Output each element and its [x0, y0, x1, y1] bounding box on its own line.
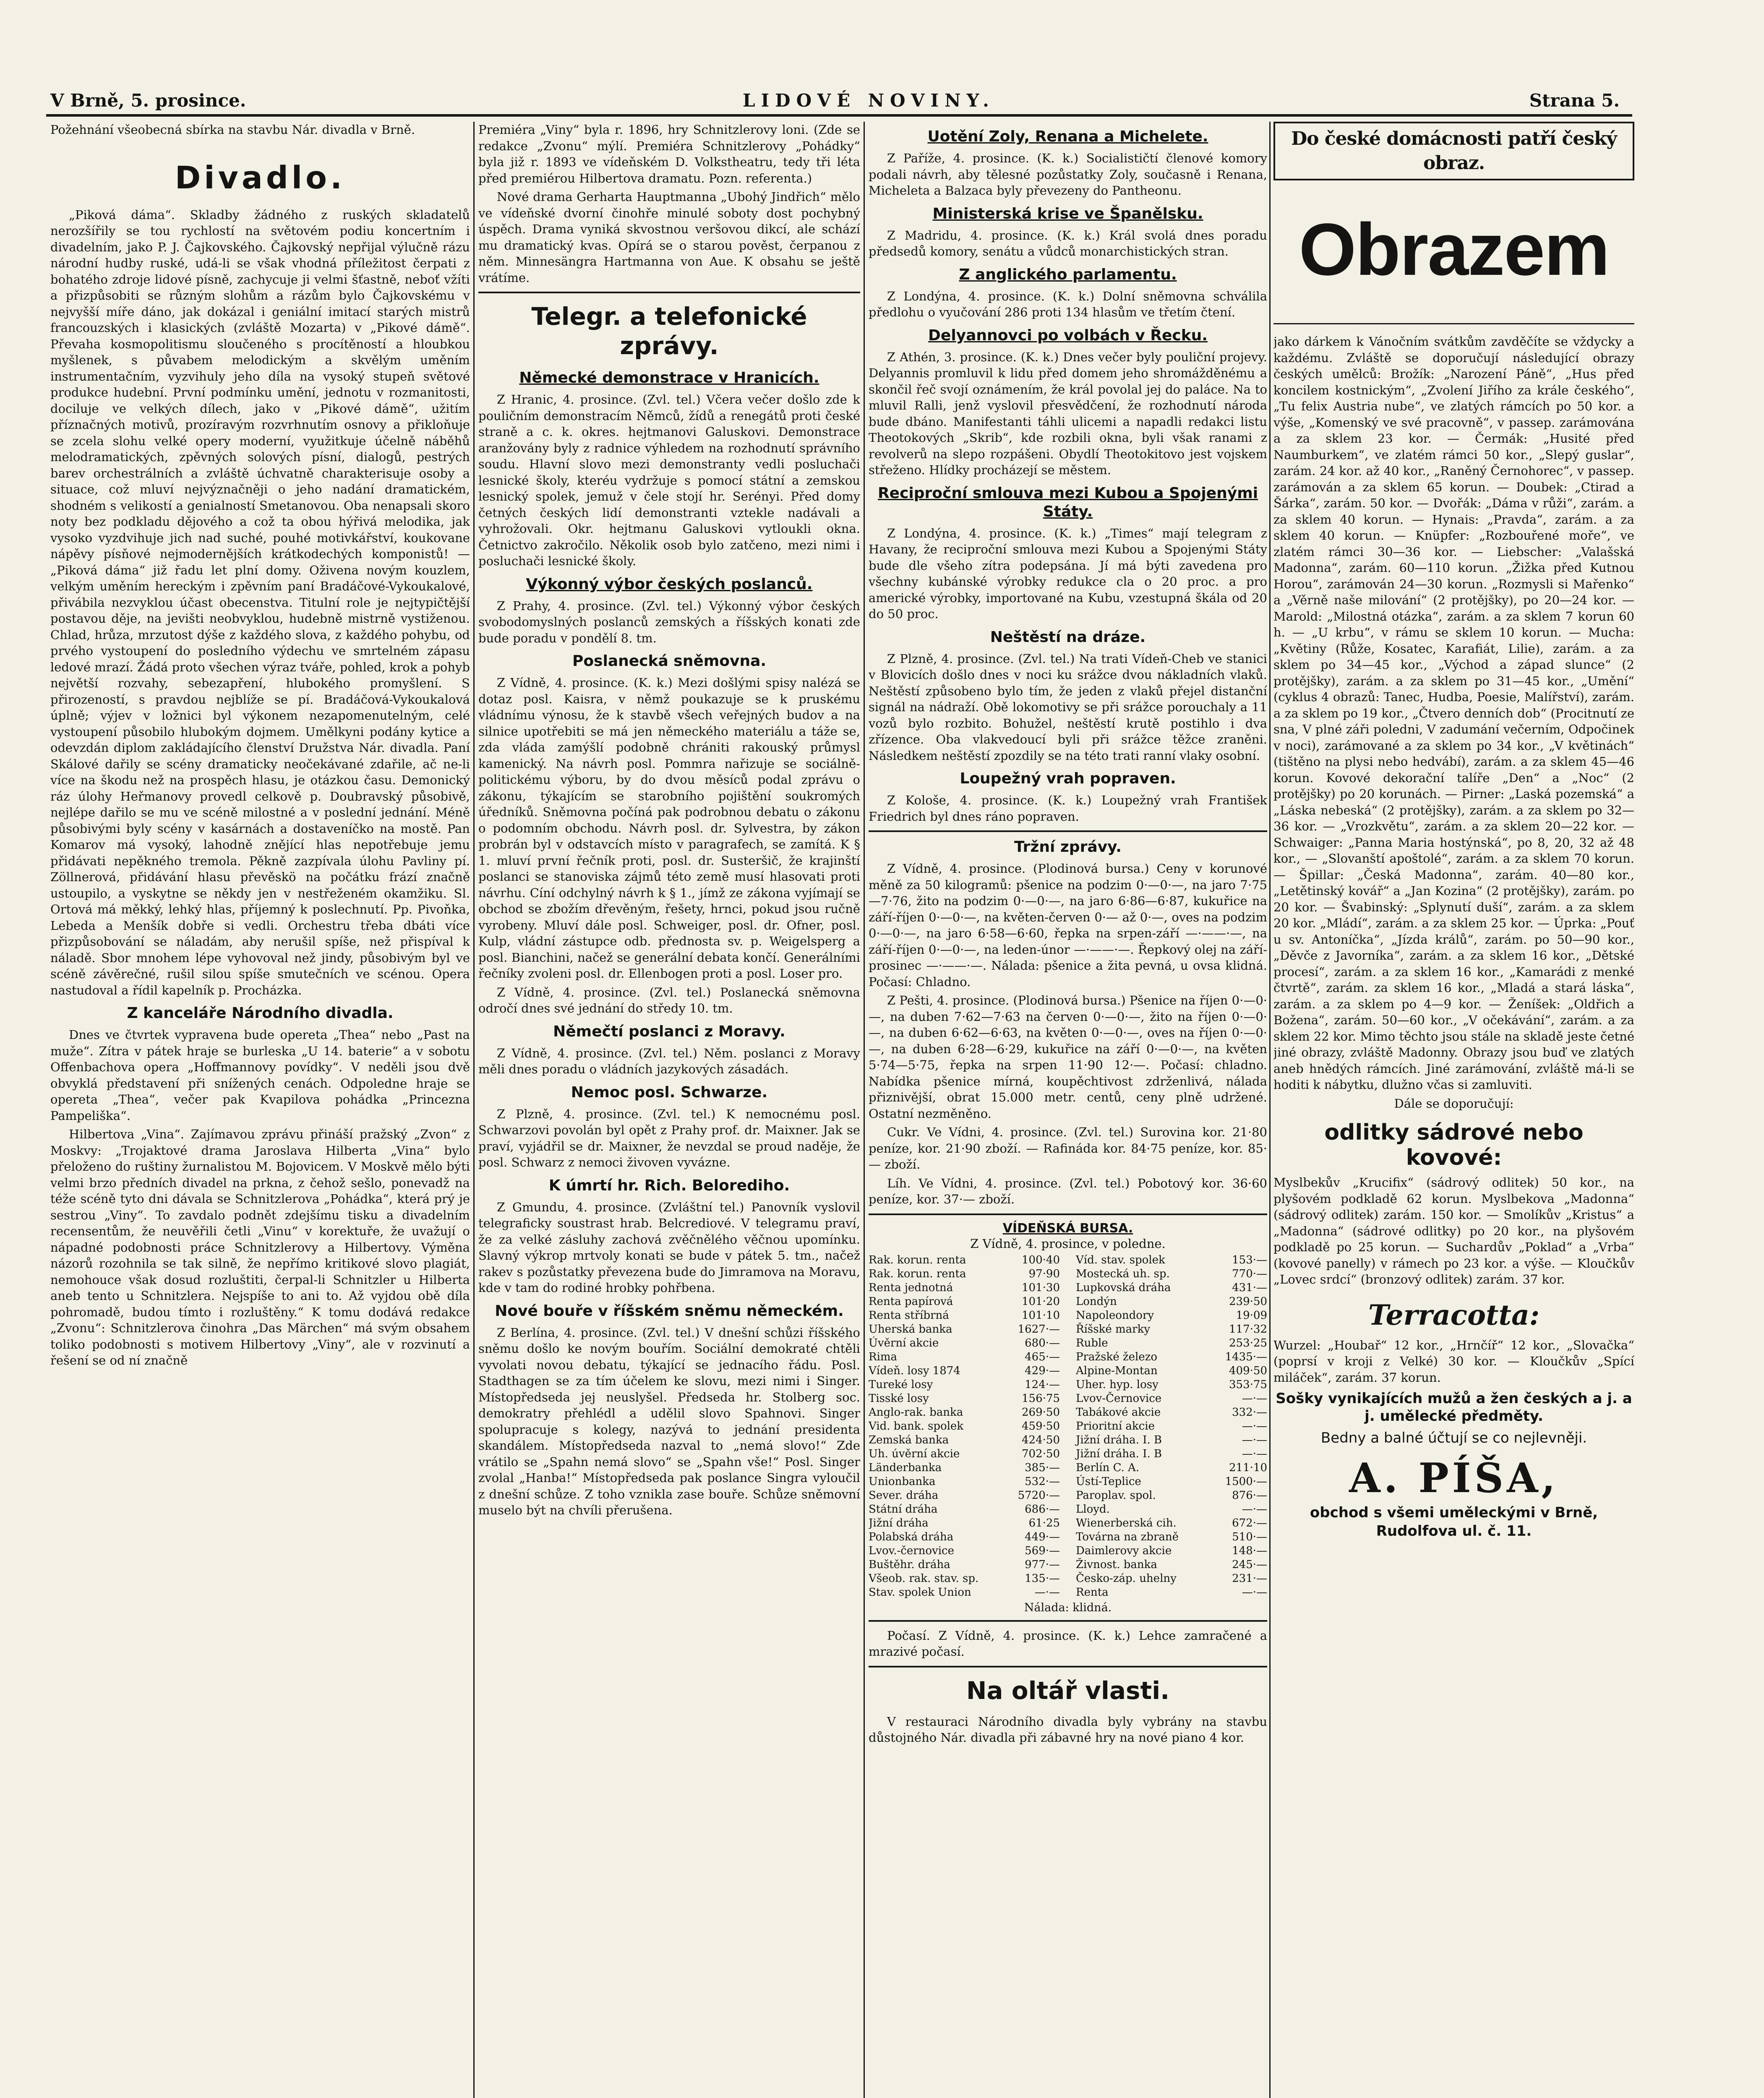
section-heading: Reciproční smlouva mezi Kubou a Spojenými Státy.: [877, 484, 1258, 520]
bursa-item-value: —·—: [1242, 1586, 1267, 1599]
section-heading: Němečtí poslanci z Moravy.: [553, 1023, 785, 1040]
bursa-item-value: 101·10: [1022, 1309, 1060, 1322]
bursa-item-value: —·—: [1242, 1503, 1267, 1516]
bursa-row: [1076, 1544, 1267, 1558]
bursa-item-name: Česko-záp. uhelny: [1076, 1572, 1177, 1585]
bursa-item-value: 465·—: [1025, 1350, 1060, 1363]
bursa-row: [1076, 1489, 1267, 1503]
bursa-item-name: Stav. spolek Union: [869, 1586, 971, 1599]
section-heading: K úmrtí hr. Rich. Belorediho.: [548, 1177, 790, 1194]
bursa-item-value: 153·—: [1232, 1253, 1267, 1266]
bursa-row: [869, 1364, 1060, 1378]
bursa-row: [869, 1350, 1060, 1364]
bursa-row: [869, 1378, 1060, 1392]
bursa-item-value: 876·—: [1232, 1489, 1267, 1502]
bursa-item-value: —·—: [1242, 1420, 1267, 1433]
bursa-item-value: —·—: [1242, 1447, 1267, 1460]
bursa-item-value: 672·—: [1232, 1516, 1267, 1529]
article-paragraph: Z Paříže, 4. prosince. (K. k.) Socialističtí členové komory podali návrh, aby tělesné pozůstatky Zoly, současně i Renana, Micheleta a Balzaca byly převezeny do Pantheonu.: [869, 151, 1267, 198]
section-heading: Z anglického parlamentu.: [959, 266, 1177, 283]
column-divider: [473, 122, 475, 2098]
bursa-row: [869, 1558, 1060, 1572]
column-advertisement: [1273, 122, 1634, 2098]
bursa-item-value: 569·—: [1025, 1544, 1060, 1557]
bursa-row: [1076, 1433, 1267, 1447]
weather-paragraph: Počasí. Z Vídně, 4. prosince. (K. k.) Lehce zamračené a mrazivé počasí.: [869, 1628, 1267, 1659]
bursa-item-value: 124·—: [1025, 1378, 1060, 1391]
bursa-item-value: 156·75: [1022, 1392, 1060, 1405]
ad-company-name: A. PÍŠA,: [1349, 1454, 1559, 1502]
bursa-item-value: 686·—: [1025, 1503, 1060, 1516]
bursa-item-name: Polabská dráha: [869, 1530, 954, 1543]
article-paragraph: Z Vídně, 4. prosince. (Zvl. tel.) Něm. poslanci z Moravy měli dnes poradu o vládních jazykových zásadách.: [478, 1046, 860, 1076]
article-paragraph: V restauraci Národního divadla byly vybrány na stavbu důstojného Nár. divadla při zábavné hry na nové piano 4 kor.: [869, 1714, 1267, 1745]
bursa-row: [869, 1336, 1060, 1350]
article-paragraph: Z Berlína, 4. prosince. (Zvl. tel.) V dnešní schůzi říšského sněmu došlo ke novým bouřím. Sociální demokraté chtěli vyvolati novou debatu, týkající se jednacího řádu. Posl. Stadthagen se za tím účelem ke slovu, mezi nimi i Singer. Místopředseda jej neuslyšel. Předseda hr. Stolberg soc. demokratry přehlédl a udělil slovo Spahnovi. Singer spolupracuje s kolegy, nazývá to jednání presidenta skandálem. Místopředseda nazval to „nemá slovo!“ Zde vrátilo se „Spahn nemá slovo“ se „Spahn vše!“ Posl. Singer zvolal „Hanba!“ Místopředseda pak poslance Singra vyloučil z dnešní schůze. Z toho vznikla zase bouře. Schůze sněmovní muselo být na chvíli přerušena.: [478, 1325, 860, 1517]
bursa-row: [1076, 1309, 1267, 1323]
bursa-item-value: 1500·—: [1225, 1475, 1267, 1488]
article-paragraph: Z Vídně, 4. prosince. (K. k.) Mezi došlými spisy nalézá se dotaz posl. Kaisra, v němž poukazuje se k pruskému vládnímu výnosu, že k stavbě všech veřejných budov a na silnice upotřebiti se má jen německého materiálu a táže se, zda vláda zamýšlí podobně chrániti rakouský průmysl kamenický. Na návrh posl. Pommra nařizuje se sociálně-politickému výboru, by do dvou měsíců podal zprávu o zákonu, týkajícím se starobního pojištění soukromých úředníků. Sněmovna počíná pak podrobnou debatu o zákonu o podomním obchodu. Návrh posl. dr. Sylvestra, by zákon probrán byl v odstavcích místo v paragrafech, se zamítá. K § 1. mluví první řečník proti, posl. dr. Susteršič, že krajinští poslanci se stanoviska zájmů této země musí hlasovati proti návrhu. Cíní odchylný návrh k § 1., jímž ze zákona vyjímají se obchod se zbožím dřevěným, řešety, hrnci, pokud jsou ručně vyrobeny. Mluví dále posl. Schweiger, posl. dr. Ofner, posl. Kulp, vládní zástupce odb. přednosta sv. p. Weigelsperg a posl. Bianchini, načež se generální debata končí. Generálními řečníky zvoleni posl. dr. Ellenbogen proti a posl. Loser pro.: [478, 676, 860, 981]
bursa-item-name: Lvov-Černovice: [1076, 1392, 1162, 1405]
bursa-row: [1076, 1406, 1267, 1420]
bursa-item-name: Buštěhr. dráha: [869, 1558, 950, 1571]
market-paragraph: Líh. Ve Vídni, 4. prosince. (Zvl. tel.) Pobotový kor. 36·60 peníze, kor. 37·— zboží.: [869, 1176, 1267, 1206]
bursa-item-value: 332·—: [1232, 1406, 1267, 1419]
bursa-item-value: 239·50: [1229, 1295, 1267, 1308]
bursa-item-name: Úvěrní akcie: [869, 1336, 939, 1349]
article-paragraph: Z Prahy, 4. prosince. (Zvl. tel.) Výkonný výbor českých svobodomyslných poslanců zemských a říšských konati zde bude poradu v pondělí 8. tm.: [478, 598, 860, 645]
bursa-item-name: Renta papírová: [869, 1295, 953, 1308]
bursa-item-value: 19·09: [1236, 1309, 1267, 1322]
bursa-item-name: Tureké losy: [869, 1378, 933, 1391]
bursa-row: [869, 1544, 1060, 1558]
bursa-item-value: 253·25: [1229, 1336, 1267, 1349]
section-heading: Německé demonstrace v Hranicích.: [519, 369, 819, 386]
bursa-row: [1076, 1392, 1267, 1406]
bursa-item-name: Renta jednotná: [869, 1281, 953, 1294]
bursa-item-value: 269·50: [1022, 1406, 1060, 1419]
section-heading-market: Tržní zprávy.: [1014, 838, 1122, 856]
bursa-row: [869, 1295, 1060, 1309]
bursa-row: [869, 1433, 1060, 1447]
bursa-item-name: Renta stříbrná: [869, 1309, 949, 1322]
ad-paragraph: jako dárkem k Vánočním svátkům zavděčíte se vždycky a každému. Zvláště se doporučují následující obrazy českých umělců: Brožík: „Narození Páně“, „Hus před koncilem kostnickým“, „Zvolení Jiřího za krále českého“, „Tu felix Austria nube“, ve zlatých rámcích po 50 kor. a výše, „Komenský ve své pracovně“, v passep. zarámována a za sklem 23 kor. — Čermák: „Husité před Naumburkem“, ve zlatém rámci 50 kor., „Slepý guslar“, zarám. 24 kor. až 40 kor., „Raněný Černohorec“, v passep. zarámován a za sklem 65 korun. — Doubek: „Ctirad a Šárka“, zarám. 50 kor. — Dvořák: „Dáma v růži“, zarám. a za sklem 40 korun. — Hynais: „Pravda“, zarám. a za sklem 40 korun. — Knüpfer: „Rozbouřené moře“, ve zlatém rámci 30—36 kor. — Liebscher: „Valašská Madonna“, zarám. 60—110 korun. „Žižka před Kutnou Horou“, zarámován 24—30 korun. „Rozmysli si Mařenko“ a „Věrně naše milování“ (2 protějšky), po 20—24 kor. — Marold: „Milostná otázka“, zarám. a za sklem 7 korun 60 h. — „U krbu“, v rámu se sklem 10 korun. — Mucha: „Květiny (Růže, Kosatec, Karafiát, Lilie), zarám. a za sklem po 34—45 kor., „Východ a západ slunce“ (2 protějšky), zarám. a za sklem po 31—45 kor., „Umění“ (cyklus 4 obrazů: Tanec, Hudba, Poesie, Malířství), zarám. a za sklem po 19 kor., „Čtvero denních dob“ (Procitnutí ze sna, V plné záři poledni, V zadumání večerním, Odpočinek v noci), zarámované a za sklem po 34 kor., „V květinách“ (tištěno na plysi nebo hedvábí), zarám. a za sklem 45—46 korun. Kovové dekorační talíře „Den“ a „Noc“ (2 protějšky) po 20 korunách. — Pirner: „Laská pozemská“ a „Láska nebeská“ (2 protějšky), zarám. a za sklem po 32—36 kor. — „Vrozkvětu“, zarám. a za sklem 20—22 kor. — Schwaiger: „Panna Maria hostýnská“, po 8, 20, 32 až 48 kor., — „Slovanští apoštolé“, zarám. a za sklem 70 korun. — Špillar: „Česká Madonna“, zarám. 40—80 kor., „Letětinský kovář“ a „Jan Kozina“ (2 protějšky), zarám. po 20 kor. — Švabinský: „Splynutí duší“, zarám. a za sklem 20 kor. „Mládí“, zarám. a za sklem 25 kor. — Úprka: „Pouť u sv. Antoníčka“, „Jízda králů“, zarám. po 50—90 kor., „Děvče z Javorníka“, zarám. a za sklem 16 kor., „Dětské procesí“, zarám. a za sklem 16 kor., „Kamarádi z menké čtvrtě“, zarám. za sklem 16 kor., „Mladá a stará láska“, zarám. a za sklem po 4—9 kor. — Ženíšek: „Oldřich a Božena“, zarám. 50—60 kor., „V očekávání“, zarám. a za sklem 22 kor. Mimo těchto jsou stále na skladě jeste četné jiné obrazy, zvláště Madonny. Obrazy jsou buď ve zlatých aneb hnědých rámcích. Jiné zarámování, zvláště má-li se hoditi k nábytku, dlužno včas si zamluviti.: [1273, 334, 1634, 1092]
bursa-item-name: Lvov.-černovice: [869, 1544, 954, 1557]
market-paragraph: Z Vídně, 4. prosince. (Plodinová bursa.) Ceny v korunové měně za 50 kilogramů: pšenice na podzim 0·—0·—, na jaro 7·75—7·76, žito na podzim 0·—0·—, na jaro 6·86—6·87, kukuřice na září-říjen 0·—0·—, na květen-červen 0·— až 0·—, oves na podzim 0·—0·—, na jaro 6·58—6·60, řepka na srpen-září —·——·—, na září-říjen 0·—0·—, na leden-únor —·——·—. Řepkový olej na září-prosinec —·——·—. Nálada: pšenice a žita pevná, u ovsa klidná. Počasí: Chladno.: [869, 861, 1267, 989]
bursa-row: [869, 1267, 1060, 1281]
section-title-oltar: Na oltář vlasti.: [966, 1676, 1170, 1705]
bursa-item-name: Renta: [1076, 1586, 1109, 1599]
bursa-item-name: Mostecká uh. sp.: [1076, 1267, 1170, 1280]
section-title-divadlo: Divadlo.: [175, 159, 346, 196]
bursa-row: [1076, 1503, 1267, 1516]
bursa-item-value: 135·—: [1025, 1572, 1060, 1585]
section-heading: Poslanecká sněmovna.: [572, 652, 767, 670]
section-heading: Neštěstí na dráze.: [990, 628, 1146, 646]
bursa-item-value: 61·25: [1028, 1516, 1060, 1529]
ad-line: Bedny a balné účtují se co nejlevněji.: [1320, 1430, 1587, 1446]
bursa-row: [1076, 1364, 1267, 1378]
bursa-row: [1076, 1253, 1267, 1267]
bursa-mood: Nálada: klidná.: [1024, 1601, 1112, 1614]
bursa-row: [869, 1461, 1060, 1475]
bursa-item-name: Rak. korun. renta: [869, 1253, 966, 1266]
article-paragraph: Z Londýna, 4. prosince. (K. k.) „Times“ mají telegram z Havany, že reciproční smlouva mezi Kubou a Spojenými Státy bude dle všeho zítra podepsána. Jí má býti zavedena pro všechny kubánské výrobky redukce cla o 20 proc. a pro americké výrobky, importované na Kubu, vzestupná škála od 20 do 50 proc.: [869, 526, 1267, 621]
ad-subheading: Terracotta:: [1368, 1298, 1540, 1331]
divider: [869, 1620, 1267, 1622]
bursa-item-value: 702·50: [1022, 1447, 1060, 1460]
bursa-row: [869, 1516, 1060, 1530]
bursa-item-value: 1627·—: [1018, 1323, 1060, 1336]
bursa-item-name: Länderbanka: [869, 1461, 942, 1474]
divider: [478, 292, 860, 293]
bursa-item-name: Jižní dráha. I. B: [1076, 1447, 1162, 1460]
bursa-row: [869, 1323, 1060, 1336]
market-paragraph: Z Pešti, 4. prosince. (Plodinová bursa.) Pšenice na říjen 0·—0·—, na duben 7·62—7·63 na červen 0·—0·—, žito na říjen 0·—0·—, na duben 6·62—6·63, na květen 0·—0·—, oves na říjen 0·—0·—, na duben 6·28—6·29, kukuřice na září 0·—0·—, na květen 5·74—5·75, řepka na srpen 11·90 12·—. Počasí: chladno. Nabídka pšenice mírná, koupěchtivost zdrženlivá, nálada přiznivější, obrat 15.000 metr. centů, ceny plně udržené. Ostatní nezměněno.: [869, 993, 1267, 1121]
masthead: [46, 90, 1624, 115]
masthead-date: V Brně, 5. prosince.: [50, 90, 246, 111]
bursa-title: VÍDEŇSKÁ BURSA.: [1002, 1221, 1133, 1236]
bursa-item-value: 5720·—: [1018, 1489, 1060, 1502]
bursa-row: [869, 1489, 1060, 1503]
bursa-item-name: Tabákové akcie: [1076, 1406, 1161, 1419]
bursa-item-value: 977·—: [1025, 1558, 1060, 1571]
bursa-item-name: Wienerberská cih.: [1076, 1516, 1177, 1529]
article-paragraph: Z Madridu, 4. prosince. (K. k.) Král svolá dnes poradu předsedů komory, senátu a vůdců monarchistických stran.: [869, 228, 1267, 258]
bursa-item-value: 510·—: [1232, 1530, 1267, 1543]
bursa-item-name: Zemská banka: [869, 1433, 949, 1446]
ad-headline: Do české domácnosti patří český obraz.: [1273, 122, 1634, 180]
bursa-subtitle: Z Vídně, 4. prosince, v poledne.: [970, 1236, 1166, 1251]
divider: [1273, 323, 1634, 324]
bursa-row: [1076, 1461, 1267, 1475]
column-news: [478, 122, 860, 2098]
bursa-column-left: [869, 1253, 1060, 1600]
ad-title: Obrazem: [1299, 209, 1609, 291]
masthead-rule: [46, 114, 1632, 117]
bursa-item-value: 211·10: [1229, 1461, 1267, 1474]
bursa-item-name: Lloyd.: [1076, 1503, 1110, 1516]
bursa-item-name: Paroplav. spol.: [1076, 1489, 1156, 1502]
article-paragraph: Z Hranic, 4. prosince. (Zvl. tel.) Včera večer došlo zde k pouličním demonstracím Němců, žídů a renegátů proti české straně a c. k. okres. hejtmanovi Galuskovi. Demonstrace aranžovány byly z radnice výhledem na rozhodnutí správního soudu. Hlavní slovo mezi demonstranty vedli posluchači lesnické školy, kteréu vydržuje s pomocí státní a zemskou lesnický spolek, jemuž v čele stojí hr. Serényi. Před domy četných českých lidí demonstranti vztekle nadávali a vyhrožovali. Okr. hejtmanu Galuskovi vytloukli okna. Četnictvo zakročilo. Několik osob bylo zatčeno, mezi nimi i posluchači lesnické školy.: [478, 392, 860, 568]
bursa-row: [1076, 1295, 1267, 1309]
market-paragraph: Cukr. Ve Vídni, 4. prosince. (Zvl. tel.) Surovina kor. 21·80 peníze, kor. 21·90 zboží. — Rafináda kor. 84·75 peníze, kor. 85·— zboží.: [869, 1125, 1267, 1172]
divider: [869, 1213, 1267, 1215]
bursa-item-name: Všeob. rak. stav. sp.: [869, 1572, 979, 1585]
bursa-item-name: Daimlerovy akcie: [1076, 1544, 1172, 1557]
article-paragraph: Dnes ve čtvrtek vypravena bude opereta „Thea“ nebo „Past na muže“. Zítra v pátek hraje se burleska „U 14. baterie“ a v sobotu Offenbachova opera „Hoffmannovy povídky“. V neděli jsou dvě obvyklá představení při snížených cenách. Odpoledne hraje se opereta „Thea“, večer pak Kvapilova pohádka „Princezna Pampeliška“.: [50, 1028, 470, 1123]
article-paragraph: Z Plzně, 4. prosince. (Zvl. tel.) Na trati Vídeň-Cheb ve stanici v Blovicích došlo dnes v noci ku srážce dvou nákladních vlaků. Neštěstí způsobeno bylo tím, že jeden z vlaků přejel distanční signál na nádraží. Obě lokomotivy se při srážce porouchaly a 11 vozů bylo rozbito. Bohužel, neštěstí krutě postihlo i dva zřízence. Oba vlakvedoucí byli při srážce těžce zraněni. Následkem neštěstí zpozdily se na této trati ranní vlaky osobní.: [869, 651, 1267, 763]
bursa-row: [1076, 1281, 1267, 1295]
bursa-row: [869, 1309, 1060, 1323]
bursa-item-name: Unionbanka: [869, 1475, 936, 1488]
section-heading: Loupežný vrah popraven.: [960, 770, 1176, 787]
bursa-item-name: Alpine-Montan: [1076, 1364, 1158, 1377]
bursa-row: [1076, 1420, 1267, 1433]
bursa-item-name: Jižní dráha: [869, 1516, 929, 1529]
bursa-row: [1076, 1350, 1267, 1364]
bursa-table: [869, 1253, 1267, 1600]
bursa-row: [869, 1420, 1060, 1433]
bursa-item-name: Berlín C. A.: [1076, 1461, 1140, 1474]
ad-paragraph: Wurzel: „Houbař“ 12 kor., „Hrnčíř“ 12 kor., „Slovačka“ (poprsí v kroji z Velké) 30 kor. — Kloučkův „Spící miláček“, zarám. 37 korun.: [1273, 1338, 1634, 1385]
bursa-row: [1076, 1475, 1267, 1489]
article-paragraph: Z Gmundu, 4. prosince. (Zvláštní tel.) Panovník vyslovil telegraficky soustrast hrab. Belcrediové. V telegramu praví, že za velké zásluhy zachová zvěčnělého věčnou upomínku. Slavný výkrop mrtvoly konati se bude v pátek 5. tm., načež rakev s pozůstatky převezena bude do Jimramova na Moravu, kde v tam do rodiné hrobky pohřbena.: [478, 1200, 860, 1295]
bursa-item-value: —·—: [1242, 1433, 1267, 1446]
bursa-item-name: Ruble: [1076, 1336, 1108, 1349]
bursa-item-name: Uh. úvěrní akcie: [869, 1447, 960, 1460]
bursa-item-value: 449·—: [1025, 1530, 1060, 1543]
bursa-item-value: 245·—: [1232, 1558, 1267, 1571]
bursa-row: [869, 1586, 1060, 1600]
section-title-telegrams: Telegr. a telefonické zprávy.: [531, 302, 807, 360]
article-paragraph: Z Londýna, 4. prosince. (K. k.) Dolní sněmovna schválila předlohu o vyučování 286 proti 134 hlasům ve třetím čtení.: [869, 289, 1267, 319]
ad-paragraph: Myslbekův „Krucifix“ (sádrový odlitek) 50 kor., na plyšovém podkladě 62 korun. Myslbekova „Madonna“ (sádrový odlitek) zarám. 150 kor. — Smolíkův „Kristus“ a „Madonna“ (sádrové odlitky) po 20 kor., na plyšovém podkladě po 25 korun. — Suchardův „Poklad“ a „Vrba“ (kovové panelly) v rámech po 23 kor. a výše. — Kloučkův „Lovec srdcí“ (bronzový odlitek) zarám. 37 kor.: [1273, 1175, 1634, 1286]
ad-subheading: odlitky sádrové nebo kovové:: [1324, 1120, 1584, 1170]
bursa-item-name: Vid. bank. spolek: [869, 1420, 964, 1433]
section-heading: Z kanceláře Národního divadla.: [127, 1005, 394, 1022]
ad-paragraph: Dále se doporučují:: [1394, 1096, 1514, 1111]
article-paragraph: „Piková dáma“. Skladby žádného z ruských skladatelů nerozšířily se tou rychlostí na světovém podiu koncertním i divadelním, jako P. J. Čajkovského. Čajkovský nepřijal výlučně rázu národní hudby ruské, udá-li se však vhodná příležitost čerpati z bohatého zdroje lidové písně, zachycuje ji velmi šťastně, neboť vžíti a přizpůsobiti se různým slohům a rázům bylo Čajkovskému v nejvyšší míře dáno, jak dokázal i geniální imitací starých mistrů francouzských i klasických (zvláště Mozarta) v „Pikové dámě“. Převaha kosmopolitismu sloučeného s procítěností a hloubkou myšlenek, s půvabem melodickým a skvělým uměním instrumentačním, vyzvihuly jeho díla na vysoký stupeň světové produkce hudební. První podmínku umění, jednotu v rozmanitosti, dociluje ve velkých dílech, jako v „Pikové dámě“, užitím příznačných motivů, prozíravým rozvrhnutím osnovy a přikloňuje se zcela slohu velké opery moderní, využitkuje účelně náběhů melodramatických, zpěvných solových písní, dialogů, pestrých barev orchestrálních a zvláště úchvatně charakterisuje osoby a situace, což mluví nejvýznačněji o jeho nadání dramatickém, shodném s velikostí a genialností Smetanovou. Oba nenapsali skoro noty bez podkladu dějového a což ta obou hýřivá melodika, jak vysoko vyzdvihuje jich nad suché, pouhé motivkářství, koukovane nápěvy písňové nejmodernějších krátkodechých komponistů! — „Piková dáma“ již řadu let plní domy. Oživena novým kouzlem, velkým uměním hereckým i zpěvním paní Bradáčové-Vykoukalové, přivábila nezvyklou účast obecenstva. Titulní role je nejtypičtější postavou děje, na jevišti neobvyklou, hudebně mistrně vystiženou. Chlad, hrůza, mrzutost dýše z každého slova, z každého pohybu, od prvého vystoupení do posledního výdechu ve smrtelném zápasu ledové mrazí. Žádá proto všechen výraz tváře, pohled, krok a pohyb největší rozvahy, sebezapření, hlubokého promyšlení. S přirozeností, s pravdou nejblíže se pí. Bradáčová-Vykoukalová úplně; výjev v ložnici byl výkonem nezapomenutelným, celé vystoupení působilo hlubokým dojmem. Umělkyni podány kytice a odevzdán diplom zakládajícího členství Družstva Nár. divadla. Paní Skálové dařily se scény dramaticky neočekávané zdařile, ač ne-li více na škodu než na prospěch hlasu, je otázkou času. Demonický ráz úlohy Heřmanovy provedl celkově p. Doubravský působivě, nejlépe dařilo se mu ve scéně milostné a v poslední jednání. Méně působivými byly scény v kasárnách a dostaveníčko na mostě. Pan Komarov má vysoký, lahodně znějící hlas nepotřebuje jemu přidávati nepěkného tremola. Pěkně zazpívala úlohu Pavliny pí. Zöllnerová, přidávání hlasu převěskö na počátku frází značně ustoupilo, a vyskytne se někdy jen v nestřeženém okamžiku. Sl. Ortová má měkký, lehký hlas, příjemný k poslechnutí. Pp. Pivoňka, Lebeda a Menšík dobře si vedli. Orchestru třeba dbáti více přizpůsobování se náladám, aby nerušil spíše, než přispíval k náladě. Sbor mnohem lépe vyhovoval než jindy, působivým byl ve scéně závěrečné, rušil silou spíše smutečních ve scénou. Opera nastudoval a řídil kapelník p. Procházka.: [50, 207, 470, 997]
bursa-item-value: 424·50: [1022, 1433, 1060, 1446]
bursa-item-name: Jižní dráha. I. B: [1076, 1433, 1162, 1446]
bursa-row: [1076, 1267, 1267, 1281]
bursa-item-value: 409·50: [1229, 1364, 1267, 1377]
bursa-item-name: Živnost. banka: [1076, 1558, 1157, 1571]
article-paragraph: Premiéra „Viny“ byla r. 1896, hry Schnitzlerovy loni. (Zde se redakce „Zvonu“ mýlí. Premiéra Schnitzlerovy „Pohádky“ byla již r. 1893 ve vídeňském D. Volkstheatru, tedy tři léta před premiérou Hilbertova dramatu. Pozn. referenta.): [478, 123, 860, 185]
bursa-item-name: Tisské losy: [869, 1392, 929, 1405]
bursa-item-value: 459·50: [1022, 1420, 1060, 1433]
masthead-page-number: Strana 5.: [1529, 90, 1620, 111]
bursa-item-value: 101·30: [1022, 1281, 1060, 1294]
bursa-row: [869, 1392, 1060, 1406]
bursa-item-value: 385·—: [1025, 1461, 1060, 1474]
bursa-item-name: Uherská banka: [869, 1323, 952, 1336]
section-heading: Ministerská krise ve Španělsku.: [932, 205, 1203, 222]
bursa-row: [869, 1406, 1060, 1420]
bursa-row: [869, 1503, 1060, 1516]
divider: [869, 830, 1267, 832]
bursa-item-name: Továrna na zbraně: [1076, 1530, 1179, 1543]
bursa-row: [869, 1281, 1060, 1295]
bursa-item-value: 97·90: [1028, 1267, 1060, 1280]
bursa-row: [869, 1572, 1060, 1586]
column-divider: [1269, 122, 1271, 2098]
bursa-item-name: Státní dráha: [869, 1503, 938, 1516]
bursa-item-name: Prioritní akcie: [1076, 1420, 1155, 1433]
article-note: Požehnání všeobecná sbírka na stavbu Nár. divadla v Brně.: [50, 123, 415, 137]
bursa-row: [1076, 1516, 1267, 1530]
section-heading: Nové bouře v říšském sněmu německém.: [495, 1302, 844, 1320]
bursa-item-value: 231·—: [1232, 1572, 1267, 1585]
bursa-item-name: Lupkovská dráha: [1076, 1281, 1171, 1294]
bursa-item-value: —·—: [1034, 1586, 1060, 1599]
article-paragraph: Nové drama Gerharta Hauptmanna „Ubohý Jindřich“ mělo ve vídeňské dvorní činohře minulé soboty dost pochybný úspěch. Drama vyniká skvostnou veršovou dikcí, ale schází mu dramatický kvas. Opírá se o starou pověst, čerpanou z něm. Minnesängra Hartmanna von Aue. K obsahu se ještě vrátíme.: [478, 190, 860, 285]
article-paragraph: Z Kološe, 4. prosince. (K. k.) Loupežný vrah František Friedrich byl dnes ráno popraven.: [869, 793, 1267, 824]
masthead-title: LIDOVÉ NOVINY.: [743, 90, 995, 111]
article-paragraph: Hilbertova „Vina“. Zajímavou zprávu přináší pražský „Zvon“ z Moskvy: „Trojaktové drama Jaroslava Hilberta „Vina“ bylo přeloženo do ruštiny žurnalistou M. Bojovicem. V Moskvě mělo býti velmi brzo předních divadel na prkna, z čehož sešlo, ponevadž na téže scéně tyto dni dávala se Schnitzlerova „Pohádka“, která prý je sestrou „Viny“. To zavdalo podnět zdejšímu tisku a divadelním recensentům, že neuvěřili četli „Vinu“ v korektuře, že uvažují o nápadné podobnosti práce Schnitzlerovy a Hilbertovy. Výměna názorů rozohnila se tak silně, že nepřímo kritikové slovo plagiát, nemohouce však dosud rozluštiti, čerpal-li Schnitzler u Hilberta aneb tento u Schnitzlera. Nejspíše to ani to. Až vyjdou obě díla pohromadě, budou tímto i rozluštěny.“ K tomu dodává redakce „Zvonu“: Schnitzlerova činohra „Das Märchen“ má svým obsahem toliko podobnosti s motivem Hilbertovy „Viny“, ale v rozvinutí a řešení se od ní značně: [50, 1127, 470, 1367]
bursa-row: [1076, 1323, 1267, 1336]
bursa-item-name: Vídeň. losy 1874: [869, 1364, 960, 1377]
section-heading: Uotění Zoly, Renana a Michelete.: [927, 128, 1208, 145]
bursa-item-value: 100·40: [1022, 1253, 1060, 1266]
article-paragraph: Z Athén, 3. prosince. (K. k.) Dnes večer byly pouliční projevy. Delyannis promluvil k lidu před domem jeho shromážděnému a skončil řeč svojí oznámením, že král povolal jej do paláce. Na to mluvil Ralli, jenž vyslovil přesvědčení, že rozhodnutí národa bude dbáno. Manifestanti táhli ulicemi a napadli redakci listu Theotokových „Skrib“, kde rozbili okna, byli však ranami z revolverů na slepo rozpášeni. Obydlí Theotokitovo jest vojskem střeženo. Hlídky procházejí se městem.: [869, 350, 1267, 477]
bursa-item-name: Pražské železo: [1076, 1350, 1158, 1363]
section-heading: Výkonný výbor českých poslanců.: [526, 575, 813, 593]
ad-address: obchod s všemi uměleckými v Brně, Rudolfova ul. č. 11.: [1310, 1504, 1598, 1540]
bursa-row: [869, 1475, 1060, 1489]
bursa-item-name: Napoleondory: [1076, 1309, 1154, 1322]
bursa-item-value: 431·—: [1232, 1281, 1267, 1294]
bursa-item-name: Říšské marky: [1076, 1323, 1151, 1336]
bursa-item-name: Rima: [869, 1350, 898, 1363]
bursa-row: [1076, 1572, 1267, 1586]
bursa-item-value: 532·—: [1025, 1475, 1060, 1488]
bursa-item-name: Rak. korun. renta: [869, 1267, 966, 1280]
divider: [869, 1666, 1267, 1667]
bursa-item-name: Ústí-Teplice: [1076, 1475, 1141, 1488]
column-foreign-news: [869, 122, 1267, 2098]
bursa-row: [1076, 1447, 1267, 1461]
bursa-row: [869, 1253, 1060, 1267]
bursa-row: [1076, 1558, 1267, 1572]
bursa-item-value: 148·—: [1232, 1544, 1267, 1557]
section-heading: Delyannovci po volbách v Řecku.: [928, 326, 1208, 344]
bursa-row: [869, 1530, 1060, 1544]
bursa-item-value: —·—: [1242, 1392, 1267, 1405]
bursa-column-right: [1076, 1253, 1267, 1600]
article-paragraph: Z Plzně, 4. prosince. (Zvl. tel.) K nemocnému posl. Schwarzovi povolán byl opět z Prahy prof. dr. Maixner. Jak se praví, vyjádřil se dr. Maixner, že nevzdal se proud naděje, že posl. Schwarz z nemoci živoven vyvázne.: [478, 1106, 860, 1169]
column-divider: [864, 122, 865, 2098]
bursa-item-name: Uher. hyp. losy: [1076, 1378, 1159, 1391]
bursa-row: [1076, 1530, 1267, 1544]
bursa-item-value: 117·32: [1229, 1323, 1267, 1336]
bursa-item-value: 680·—: [1025, 1336, 1060, 1349]
bursa-item-value: 429·—: [1025, 1364, 1060, 1377]
bursa-item-value: 770·—: [1232, 1267, 1267, 1280]
bursa-item-value: 1435·—: [1225, 1350, 1267, 1363]
bursa-item-name: Víd. stav. spolek: [1076, 1253, 1165, 1266]
bursa-item-value: 353·75: [1229, 1378, 1267, 1391]
section-heading: Nemoc posl. Schwarze.: [571, 1083, 768, 1101]
bursa-item-value: 101·20: [1022, 1295, 1060, 1308]
ad-line: Sošky vynikajících mužů a žen českých a j. a j. umělecké předměty.: [1276, 1390, 1632, 1425]
bursa-item-name: Sever. dráha: [869, 1489, 939, 1502]
bursa-row: [869, 1447, 1060, 1461]
bursa-row: [1076, 1586, 1267, 1600]
article-paragraph: Z Vídně, 4. prosince. (Zvl. tel.) Poslanecká sněmovna odročí dnes své jednání do středy 10. tm.: [478, 985, 860, 1015]
bursa-row: [1076, 1336, 1267, 1350]
column-theatre: [50, 122, 470, 2098]
bursa-item-name: Anglo-rak. banka: [869, 1406, 963, 1419]
bursa-item-name: Londýn: [1076, 1295, 1117, 1308]
bursa-row: [1076, 1378, 1267, 1392]
